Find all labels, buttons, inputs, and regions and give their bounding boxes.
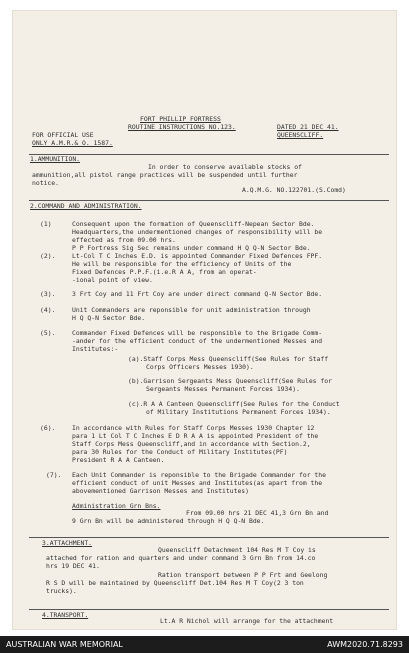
- section-divider: [29, 609, 389, 610]
- section-text: R S D will be maintained by Queenscliff Det.104 Res M T Coy(2 3 ton: [46, 579, 304, 587]
- section-text: Lt.A R Nichol will arrange for the attachment: [160, 617, 334, 625]
- section-text: effected as from 09.00 hrs.: [72, 236, 176, 244]
- sub-item: Sergeants Messes Permanent Forces 1934).: [146, 385, 300, 393]
- archive-footer: [0, 636, 409, 653]
- section-text: Headquarters,the undermentioned changes of responsibility will be: [72, 228, 323, 236]
- section-text: ammunition,all pistol range practices will be suspended until further: [32, 171, 298, 179]
- sub-item: of Military Institutions Permanent Forces 1934).: [146, 408, 331, 416]
- section-text: Queenscliff Detachment 104 Res M T Coy is: [158, 546, 316, 554]
- section-text: Unit Commanders are reponsible for unit administration through: [72, 306, 311, 314]
- document-page: [12, 10, 397, 630]
- section-heading-attachment: 3.ATTACHMENT.: [42, 539, 93, 547]
- paragraph-number: (3).: [40, 290, 56, 298]
- section-divider: [29, 154, 389, 155]
- paragraph-number: (5).: [40, 329, 56, 337]
- paragraph-number: (7).: [46, 471, 62, 479]
- section-text: Each Unit Commander is reponsible to the Brigade Commander for the: [72, 471, 326, 479]
- section-text: Lt-Col T C Inches E.D. is appointed Commander Fixed Defences FPF.: [72, 252, 323, 260]
- section-text: hrs 19 DEC 41.: [46, 562, 100, 570]
- section-text: He will be responsible for the efficiency of Units of the: [72, 260, 292, 268]
- archive-name: AUSTRALIAN WAR MEMORIAL: [6, 640, 123, 649]
- section-text: In accordance with Rules for Staff Corps Messes 1930 Chapter 12: [72, 424, 315, 432]
- section-text: efficient conduct of unit Messes and Institutes(as apart from the: [72, 479, 323, 487]
- sub-item: (b).Garrison Sergeants Mess Queenscliff(See Rules for: [128, 377, 332, 385]
- official-use-ref: ONLY A.M.R.& O. 1587.: [32, 139, 113, 147]
- sub-item: Corps Officers Messes 1930).: [146, 363, 254, 371]
- section-text: para 1 Lt Col T C Inches E D R A A is appointed President of the: [72, 432, 319, 440]
- header-date: DATED 21 DEC 41.: [277, 123, 339, 131]
- section-divider: [29, 200, 389, 201]
- section-text: abovementioned Garrison Messes and Institutes): [72, 487, 249, 495]
- section-text: Fixed Defences P.P.F.(i.e.R A A, from an operat-: [72, 268, 257, 276]
- section-text: 3 Frt Coy and 11 Frt Coy are under direct command Q-N Sector Bde.: [72, 290, 323, 298]
- section-text: H Q Q-N Sector Bde.: [72, 314, 146, 322]
- section-text: In order to conserve available stocks of: [148, 163, 302, 171]
- section-heading-transport: 4.TRANSPORT.: [42, 611, 89, 619]
- section-heading-command: 2.COMMAND AND ADMINISTRATION.: [30, 202, 142, 210]
- paragraph-number: (1): [40, 220, 52, 228]
- section-text: Ration transport between P P Frt and Geelong: [158, 571, 328, 579]
- header-place: QUEENSCLIFF.: [277, 131, 324, 139]
- section-text: trucks).: [46, 587, 77, 595]
- section-text: President R A A Canteen.: [72, 456, 165, 464]
- paragraph-number: (6).: [40, 424, 56, 432]
- section-text: attached for ration and quarters and under command 3 Grn Bn from 14.co: [46, 554, 316, 562]
- official-use-note: FOR OFFICIAL USE: [32, 131, 94, 139]
- section-text: P P Fortress Sig Sec remains under command H Q Q-N Sector Bde.: [72, 244, 311, 252]
- paragraph-number: (2).: [40, 252, 56, 260]
- section-divider: [29, 537, 389, 538]
- section-text: Institutes:-: [72, 345, 119, 353]
- section-text: -ander for the efficient conduct of the undermentioned Messes and: [72, 337, 323, 345]
- reference-number: A.Q.M.G. NO.122701.(S.Comd): [242, 186, 346, 194]
- sub-item: (a).Staff Corps Mess Queenscliff(See Rules for Staff: [128, 355, 329, 363]
- archive-id: AWM2020.71.8293: [327, 640, 403, 649]
- section-text: 9 Grn Bn will be administered through H Q Q-N Bde.: [72, 517, 265, 525]
- section-text: Staff Corps Mess Queenscliff,and in accordance with Section.2,: [72, 440, 311, 448]
- paragraph-number: (4).: [40, 306, 56, 314]
- section-text: notice.: [32, 179, 59, 187]
- section-text: From 09.00 hrs 21 DEC 41,3 Grn Bn and: [186, 509, 329, 517]
- section-text: Commander Fixed Defences will be responsible to the Brigade Comm-: [72, 329, 323, 337]
- section-heading-ammunition: 1.AMMUNITION.: [30, 155, 81, 163]
- header-title: FORT PHILLIP FORTRESS: [140, 115, 221, 123]
- header-subtitle: ROUTINE INSTRUCTIONS NO.123.: [128, 123, 236, 131]
- section-text: Consequent upon the formation of Queenscliff-Nepean Sector Bde.: [72, 220, 315, 228]
- section-text: para 30 Rules for the Conduct of Military Institutes(PF): [72, 448, 288, 456]
- sub-item: (c).R A A Canteen Queenscliff(See Rules for the Conduct: [128, 400, 340, 408]
- section-text: -ional point of view.: [72, 276, 153, 284]
- subheading-admin: Administration Grn Bns.: [72, 502, 161, 510]
